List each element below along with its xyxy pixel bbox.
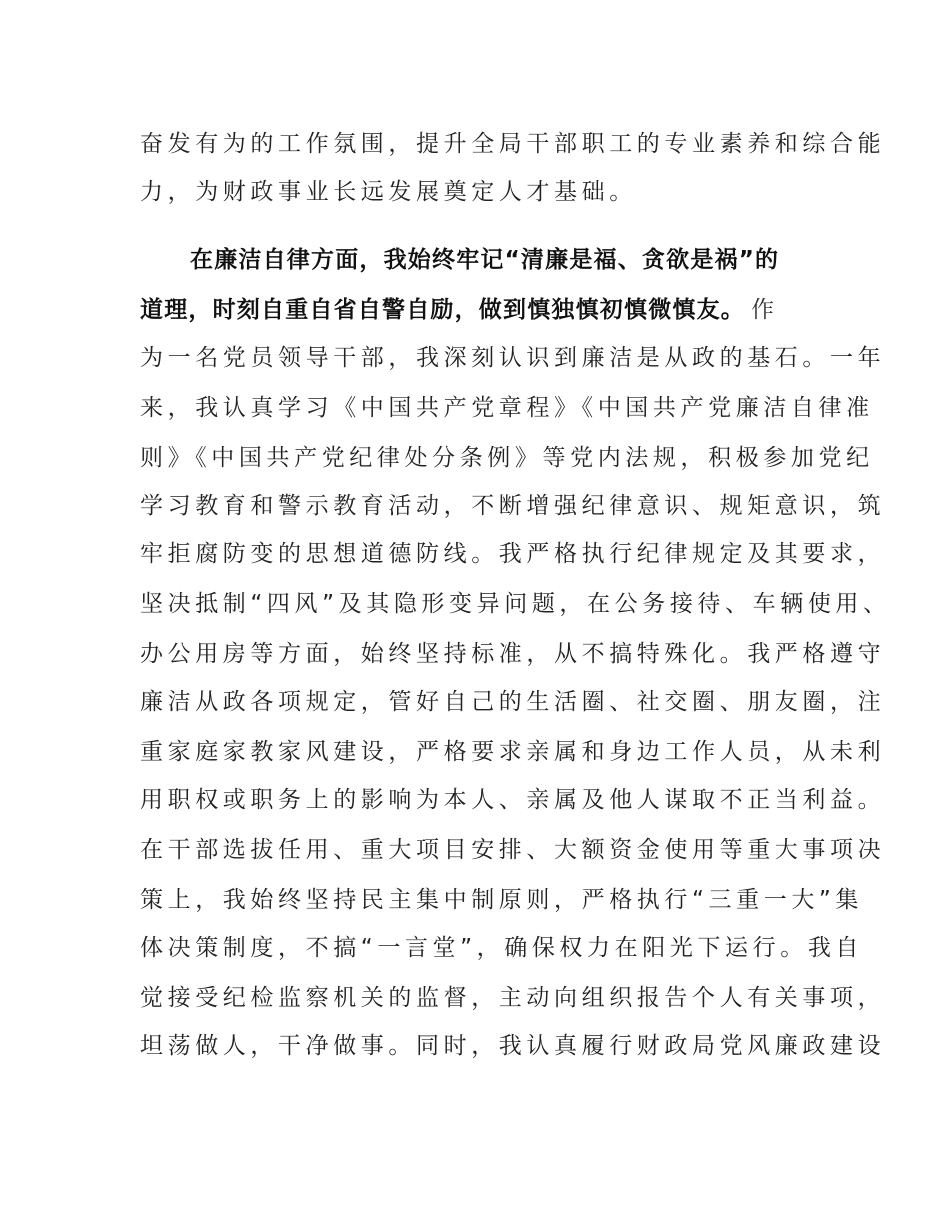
body-text-fragment: 作 [751,297,778,323]
body-text-line: 觉接受纪检监察机关的监督，主动向组织报告个人有关事项， [140,985,886,1011]
body-text-line: 来，我认真学习《中国共产党章程》《中国共产党廉洁自律准 [140,395,874,421]
body-text-line: 策上，我始终坚持民主集中制原则，严格执行“三重一大”集 [140,887,864,913]
body-text-line: 牢拒腐防变的思想道德防线。我严格执行纪律规定及其要求， [140,541,886,567]
body-text-line: 体决策制度，不搞“一言堂”，确保权力在阳光下运行。我自 [140,935,864,961]
section-heading-text: 道理，时刻自重自省自警自励，做到慎独慎初慎微慎友。 [140,297,745,323]
body-text-line: 用职权或职务上的影响为本人、亲属及他人谋取不正当利益。 [140,787,886,813]
body-text-line: 学习教育和警示教育活动，不断增强纪律意识、规矩意识，筑 [140,493,886,519]
section-heading-line [140,290,820,330]
body-text-line: 坚决抵制“四风”及其隐形变异问题，在公务接待、车辆使用、 [140,591,891,617]
body-text-line: 坦荡做人，干净做事。同时，我认真履行财政局党风廉政建设 [140,1033,886,1059]
body-text-line: 力，为财政事业长远发展奠定人才基础。 [140,179,637,205]
body-text-line: 廉洁从政各项规定，管好自己的生活圈、社交圈、朋友圈，注 [140,689,886,715]
section-heading-line: 在廉洁自律方面，我始终牢记“清廉是福、贪欲是祸”的 [190,247,780,273]
body-text-line: 办公用房等方面，始终坚持标准，从不搞特殊化。我严格遵守 [140,641,886,667]
body-text-line: 重家庭家教家风建设，严格要求亲属和身边工作人员，从未利 [140,739,886,765]
body-text-line: 为一名党员领导干部，我深刻认识到廉洁是从政的基石。一年 [140,345,886,371]
body-text-line: 则》《中国共产党纪律处分条例》等党内法规，积极参加党纪 [140,445,874,471]
body-text-line: 在干部选拔任用、重大项目安排、大额资金使用等重大事项决 [140,837,886,863]
body-text-line: 奋发有为的工作氛围，提升全局干部职工的专业素养和综合能 [140,131,886,157]
